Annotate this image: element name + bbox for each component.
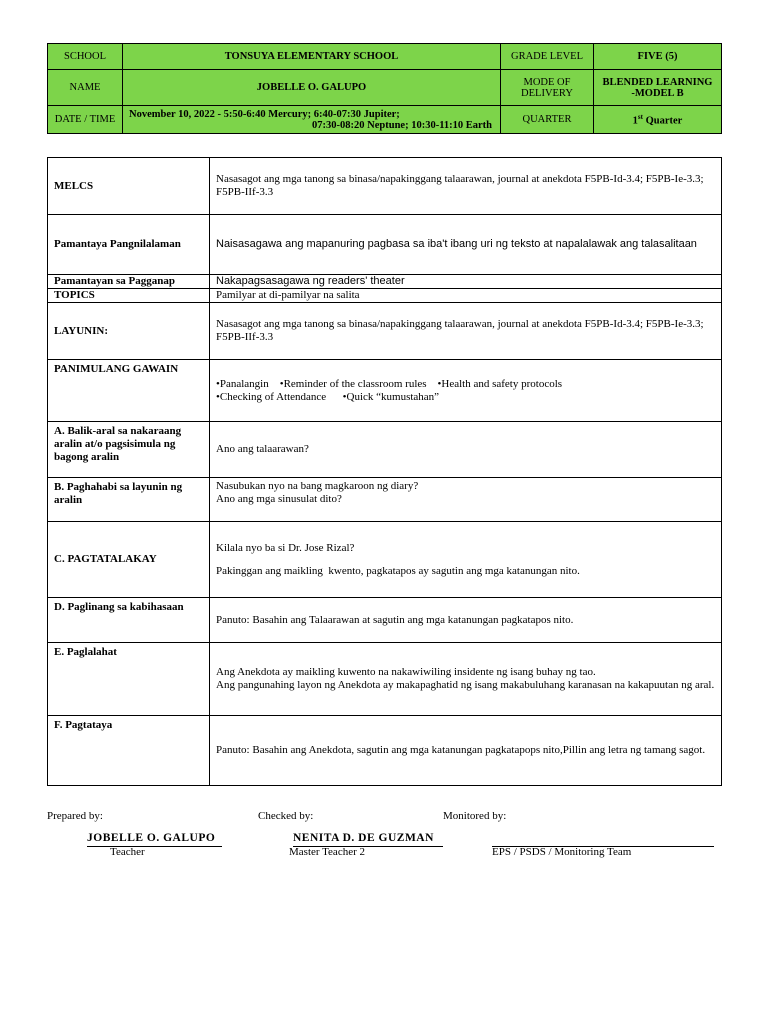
- prepared-signature-line: [87, 846, 222, 847]
- prepared-by-label: Prepared by:: [47, 810, 103, 822]
- pagtatalakay-line1: Kilala nyo ba si Dr. Jose Rizal?: [216, 541, 355, 554]
- header-table: [47, 43, 722, 134]
- checked-role: Master Teacher 2: [289, 846, 365, 858]
- monitored-by-label: Monitored by:: [443, 810, 507, 822]
- row-content-melcs: Nasasagot ang mga tanong sa binasa/napakinggang talaarawan, journal at anekdota F5PB-Id-3.4; F5PB-Ie-3.3; F5PB-IIf-3.3: [210, 158, 722, 215]
- prepared-role: Teacher: [110, 846, 145, 858]
- row-content-pamantayan-pagganap: Nakapagsasagawa ng readers' theater: [210, 275, 722, 289]
- row-label-topics: TOPICS: [48, 289, 210, 303]
- row-label-pamantayan-pagganap: Pamantayan sa Pagganap: [48, 275, 210, 289]
- name-value: JOBELLE O. GALUPO: [123, 70, 501, 106]
- mode-value-line1: BLENDED LEARNING: [602, 76, 713, 88]
- lesson-plan-table: [47, 157, 722, 786]
- panimulang-line2: •Checking of Attendance •Quick “kumustahan”: [216, 390, 440, 403]
- row-label-pagtataya: F. Pagtataya: [48, 716, 210, 786]
- row-content-pagtatalakay: [210, 522, 722, 598]
- row-label-paglinang: D. Paglinang sa kabihasaan: [48, 598, 210, 643]
- mode-value: [594, 70, 722, 106]
- table-row: [48, 598, 722, 643]
- date-value: [123, 106, 501, 134]
- table-row: [48, 360, 722, 422]
- panimulang-line1: •Panalangin •Reminder of the classroom rules •Health and safety protocols: [216, 377, 563, 390]
- table-row: [48, 215, 722, 275]
- paglalahat-line1: Ang Anekdota ay maikling kuwento na nakawiwiling insidente ng isang buhay ng tao.: [216, 666, 596, 678]
- table-row: [48, 422, 722, 478]
- row-content-topics: Pamilyar at di-pamilyar na salita: [210, 289, 722, 303]
- date-value-line1: November 10, 2022 - 5:50-6:40 Mercury; 6:40-07:30 Jupiter;: [129, 108, 400, 120]
- row-label-paghahabi: B. Paghahabi sa layunin ng aralin: [48, 478, 210, 522]
- row-label-layunin: LAYUNIN:: [48, 303, 210, 360]
- row-label-melcs: MELCS: [48, 158, 210, 215]
- paglalahat-line2: Ang pangunahing layon ng Anekdota ay makapaghatid ng isang makabuluhang karanasan na kakapuutan ng aral.: [216, 679, 715, 691]
- row-label-panimulang-gawain: PANIMULANG GAWAIN: [48, 360, 210, 422]
- grade-value: FIVE (5): [594, 44, 722, 70]
- checked-by-label: Checked by:: [258, 810, 314, 822]
- paghahabi-line2: Ano ang mga sinusulat dito?: [216, 493, 342, 505]
- row-content-paglinang: Panuto: Basahin ang Talaarawan at sagutin ang mga katanungan pagkatapos nito.: [210, 598, 722, 643]
- row-content-paglalahat: [210, 643, 722, 716]
- table-row: [48, 716, 722, 786]
- row-label-balik-aral: A. Balik-aral sa nakaraang aralin at/o pagsisimula ng bagong aralin: [48, 422, 210, 478]
- row-label-pamantaya-pangnilalaman: Pamantaya Pangnilalaman: [48, 215, 210, 275]
- quarter-value: 1st Quarter: [594, 106, 722, 134]
- row-content-layunin: Nasasagot ang mga tanong sa binasa/napakinggang talaarawan, journal at anekdota F5PB-Id-3.4; F5PB-Ie-3.3; F5PB-IIf-3.3: [210, 303, 722, 360]
- date-value-line2: 07:30-08:20 Neptune; 10:30-11:10 Earth: [312, 119, 492, 131]
- table-row: [48, 158, 722, 215]
- row-content-pagtataya: Panuto: Basahin ang Anekdota, sagutin ang mga katanungan pagkatapops nito,Pillin ang letra ng tamang sagot.: [210, 716, 722, 786]
- paghahabi-line1: Nasubukan nyo na bang magkaroon ng diary?: [216, 480, 419, 492]
- prepared-name: JOBELLE O. GALUPO: [87, 832, 216, 844]
- date-label: DATE / TIME: [48, 106, 123, 134]
- mode-label: MODE OF DELIVERY: [501, 70, 594, 106]
- row-content-pamantaya-pangnilalaman: Naisasagawa ang mapanuring pagbasa sa iba't ibang uri ng teksto at napalalawak ang talasalitaan: [210, 215, 722, 275]
- table-row: [48, 303, 722, 360]
- monitored-role: EPS / PSDS / Monitoring Team: [492, 846, 632, 858]
- quarter-label: QUARTER: [501, 106, 594, 134]
- row-label-paglalahat: E. Paglalahat: [48, 643, 210, 716]
- grade-label: GRADE LEVEL: [501, 44, 594, 70]
- row-content-panimulang-gawain: [210, 360, 722, 422]
- table-row: [48, 522, 722, 598]
- row-content-paghahabi: [210, 478, 722, 522]
- checked-name: NENITA D. DE GUZMAN: [293, 832, 434, 844]
- row-label-pagtatalakay: C. PAGTATALAKAY: [48, 522, 210, 598]
- name-label: NAME: [48, 70, 123, 106]
- table-row: [48, 478, 722, 522]
- pagtatalakay-line2: Pakinggan ang maikling kwento, pagkatapos ay sagutin ang mga katanungan nito.: [216, 564, 580, 577]
- school-value: TONSUYA ELEMENTARY SCHOOL: [123, 44, 501, 70]
- table-row: [48, 275, 722, 289]
- table-row: [48, 289, 722, 303]
- school-label: SCHOOL: [48, 44, 123, 70]
- mode-value-line2: -MODEL B: [631, 87, 684, 99]
- row-content-balik-aral: Ano ang talaarawan?: [210, 422, 722, 478]
- table-row: [48, 643, 722, 716]
